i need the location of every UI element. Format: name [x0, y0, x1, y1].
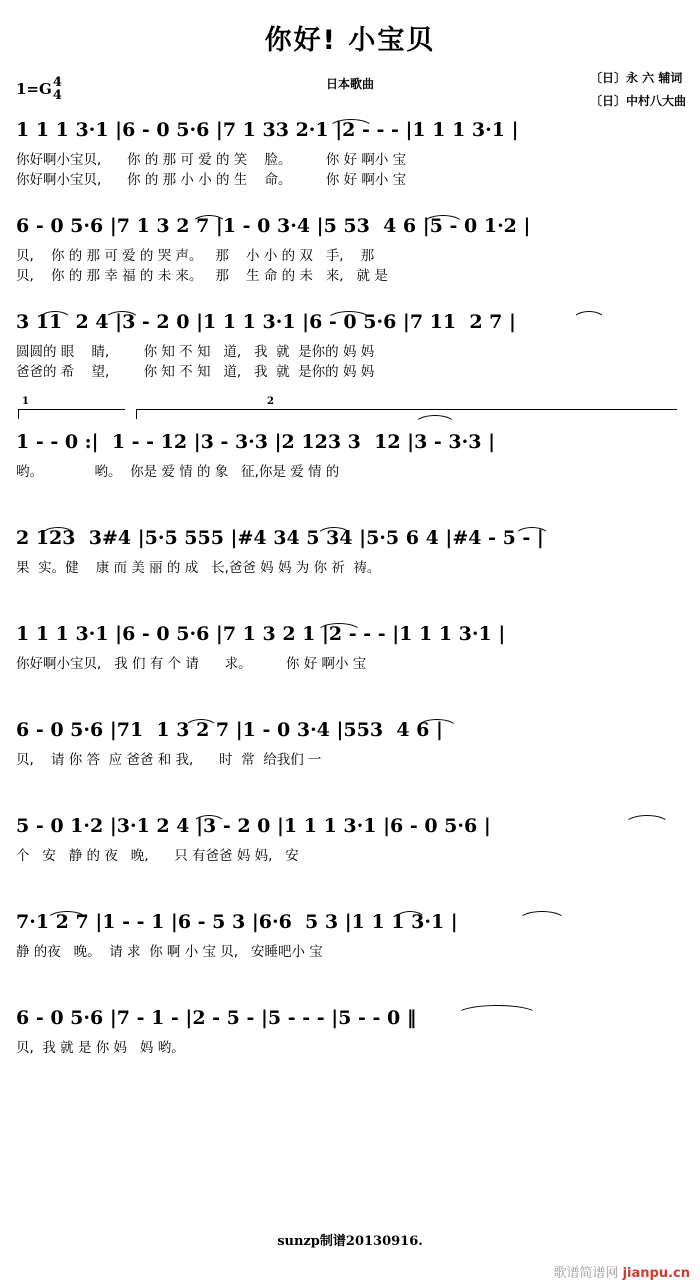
music-system — [16, 721, 686, 771]
music-system — [16, 1009, 686, 1059]
music-system — [16, 529, 686, 579]
engraver-note: sunzp制谱20130916. — [277, 1234, 423, 1249]
site-name-en: jianpu.cn — [622, 1266, 690, 1281]
notation-line: 6 - 0 5·6 |7 - 1 - |2 - 5 - |5 - - - |5 - - 0 ‖ — [16, 1007, 417, 1029]
notation-line: 3 11 2 4 |3 - 2 0 |1 1 1 3·1 |6 - 0 5·6 |7 11 2 7 | — [16, 311, 516, 333]
ending-number: 1 — [22, 396, 29, 407]
lyric-line: 哟。 哟。 你是 爱 情 的 象 征,你是 爱 情 的 — [16, 464, 340, 480]
site-name-cn: 歌谱简谱网 — [553, 1266, 619, 1281]
notation-line: 2 123 3#4 |5·5 555 |#4 34 5 34 |5·5 6 4 |#4 - 5 - | — [16, 527, 544, 549]
credit-lyricist: 〔日〕永 六 辅词 — [589, 71, 683, 85]
lyric-line: 果 实。健 康 而 美 丽 的 成 长,爸爸 妈 妈 为 你 祈 祷。 — [16, 560, 381, 576]
repeat-ending-first — [18, 396, 125, 419]
notation-line: 7·1 2 7 |1 - - 1 |6 - 5 3 |6·6 5 3 |1 1 1 3·1 | — [16, 911, 458, 933]
music-system — [16, 396, 686, 483]
key-label: 1=G — [16, 80, 52, 98]
music-system — [16, 313, 686, 383]
notation-line: 1 - - 0 :| 1 - - 12 |3 - 3·3 |2 123 3 12 |3 - 3·3 | — [16, 431, 495, 453]
notation-line: 1 1 1 3·1 |6 - 0 5·6 |7 1 33 2·1 |2 - - - |1 1 1 3·1 | — [16, 119, 519, 141]
lyric-line: 你好啊小宝贝, 我 们 有 个 请 求。 你 好 啊小 宝 — [16, 656, 367, 672]
lyric-line: 个 安 静 的 夜 晚, 只 有爸爸 妈 妈, 安 — [16, 848, 299, 864]
notation-line: 5 - 0 1·2 |3·1 2 4 |3 - 2 0 |1 1 1 3·1 |6 - 0 5·6 | — [16, 815, 491, 837]
lyric-line: 你好啊小宝贝, 你 的 那 可 爱 的 笑 脸。 你 好 啊小 宝 — [16, 152, 407, 168]
page-title: 你好! 小宝贝 — [264, 25, 436, 56]
repeat-ending-second — [136, 396, 677, 419]
lyric-line: 贝, 你 的 那 可 爱 的 哭 声。 那 小 小 的 双 手, 那 — [16, 248, 375, 264]
lyric-line: 静 的夜 晚。 请 求 你 啊 小 宝 贝, 安睡吧小 宝 — [16, 944, 323, 960]
music-system — [16, 817, 686, 867]
notation-line: 6 - 0 5·6 |71 1 3 2 7 |1 - 0 3·4 |553 4 6 | — [16, 719, 443, 741]
music-system — [16, 217, 686, 287]
music-system — [16, 625, 686, 675]
time-signature: 4 4 — [52, 75, 62, 103]
lyric-line: 贝, 我 就 是 你 妈 妈 哟。 — [16, 1040, 185, 1056]
lyric-line: 爸爸的 希 望, 你 知 不 知 道, 我 就 是你的 妈 妈 — [16, 364, 375, 380]
music-system — [16, 121, 686, 191]
music-system — [16, 913, 686, 963]
notation-line: 6 - 0 5·6 |7 1 3 2 7 |1 - 0 3·4 |5 53 4 6 |5 - 0 1·2 | — [16, 215, 531, 237]
ending-number: 2 — [267, 396, 274, 407]
credits — [590, 67, 686, 113]
sheet-music-page — [0, 12, 700, 1287]
subtitle: 日本歌曲 — [325, 77, 374, 91]
lyric-line: 你好啊小宝贝, 你 的 那 小 小 的 生 命。 你 好 啊小 宝 — [16, 172, 407, 188]
score-header — [0, 63, 700, 121]
lyric-line: 贝, 你 的 那 幸 福 的 未 来。 那 生 命 的 未 来, 就 是 — [16, 268, 388, 284]
notation-line: 1 1 1 3·1 |6 - 0 5·6 |7 1 3 2 1 |2 - - - |1 1 1 3·1 | — [16, 623, 506, 645]
lyric-line: 贝, 请 你 答 应 爸爸 和 我, 时 常 给我们 一 — [16, 752, 322, 768]
credit-composer: 〔日〕中村八大曲 — [589, 93, 686, 108]
lyric-line: 圆圆的 眼 睛, 你 知 不 知 道, 我 就 是你的 妈 妈 — [16, 344, 375, 360]
site-watermark — [553, 1262, 690, 1281]
